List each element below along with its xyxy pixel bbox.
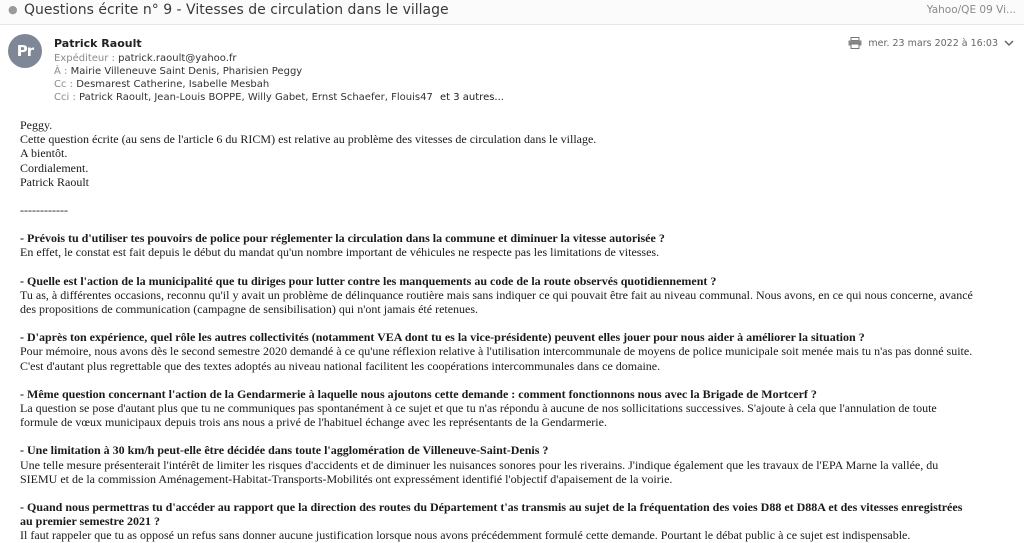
avatar: Pr [8,34,42,68]
cc-label: Cc : [54,79,74,90]
answer-1-line-1: En effet, le constat est fait depuis le début du mandat qu'un nombre important de véhicules ne respecte pas les limitations de vitesses. [20,245,660,260]
more-recipients-link[interactable]: et 3 autres... [440,92,504,103]
cci-recipients[interactable]: Patrick Raoult, Jean-Louis BOPPE, Willy Gabet, Ernst Schaefer, Flouis47 [79,92,433,103]
from-email[interactable]: patrick.raoult@yahoo.fr [118,53,237,64]
question-6: - Quand nous permettras tu d'accéder au rapport que la direction des routes du Département t'as transmis au sujet de la fréquentation des voies D88 et D88A et des vitesses enregistrées [20,500,963,515]
question-5: - Une limitation à 30 km/h peut-elle être décidée dans toute l'agglomération de Villeneuve-Saint-Denis ? [20,443,549,458]
answer-3-line-2: C'est d'autant plus regrettable que des textes adoptés au niveau national facilitent les coopérations intercommunales dans ce domaine. [20,358,661,373]
answer-4-line-2: formule de vœux municipaux depuis trois ans nous a privé de l'habituel échange avec les représentants de la Gendarmerie. [20,415,607,430]
signature: Patrick Raoult [20,174,89,189]
cc-recipients[interactable]: Desmarest Catherine, Isabelle Mesbah [76,79,270,90]
question-1: - Prévois tu d'utiliser tes pouvoirs de police pour réglementer la circulation dans la commune et diminuer la vitesse autorisée ? [20,231,665,246]
answer-5-line-1: Une telle mesure présenterait l'intérêt de limiter les risques d'accidents et de diminuer les nuisances sonores pour les riverains. J'indique également que les travaux de l'EPA Marne la vallée, du [20,457,939,472]
message-body [20,118,1020,543]
from-line [54,53,237,64]
answer-6-line-1: Il faut rappeler que tu as opposé un refus sans donner aucune justification lorsque nous avons précédemment formulé cette demande. Pourtant le débat public à ce sujet est indispensable. [20,528,911,543]
answer-3-line-1: Pour mémoire, nous avons dès le second semestre 2020 demandé à ce qu'une réflexion relative à l'utilisation intercommunale de moyens de police municipale soit menée mais tu n'as pas donné suite. [20,344,973,359]
message-subject: Questions écrite n° 9 - Vitesses de circulation dans le village [24,2,449,18]
answer-5-line-2: SIEMU et de la commission Aménagement-Habitat-Transports-Mobilités ont expressément identifié l'objectif d'apaisement de la voirie. [20,471,673,486]
expand-icon[interactable] [1004,38,1014,48]
message-header-bar [0,0,1024,25]
closing-1: A bientôt. [20,146,68,161]
greeting: Peggy. [20,118,53,132]
cci-label: Cci : [54,92,76,103]
sender-name[interactable]: Patrick Raoult [54,37,142,50]
print-icon[interactable] [848,37,862,49]
to-recipients[interactable]: Mairie Villeneuve Saint Denis, Pharisien Peggy [70,66,303,77]
message-date: mer. 23 mars 2022 à 16:03 [868,37,998,49]
question-6-cont: au premier semestre 2021 ? [20,514,160,529]
folder-label[interactable]: Yahoo/QE 09 Vi... [926,4,1016,16]
question-4: - Même question concernant l'action de la Gendarmerie à laquelle nous ajoutons cette demande : comment fonctionnons nous avec la Brigade de Mortcerf ? [20,386,817,401]
question-3: - D'après ton expérience, quel rôle les autres collectivités (notamment VEA dont tu es la vice-présidente) peuvent elles jouer pour nous aider à améliorer la situation ? [20,330,865,345]
unread-dot-icon: ● [8,3,18,16]
answer-4-line-1: La question se pose d'autant plus que tu ne communiques pas spontanément à ce sujet et que tu n'as répondu à aucune de nos sollicitations successives. S'ajoute à cela que l'annulation de toute [20,401,937,416]
closing-2: Cordialement. [20,160,89,175]
answer-2-line-1: Tu as, à différentes occasions, reconnu qu'il y avait un problème de délinquance routière mais sans indiquer ce qui pouvait être fait au niveau communal. Nous avons, en ce qui nous concerne, avancé [20,287,973,302]
separator: ------------ [20,203,68,218]
question-2: - Quelle est l'action de la municipalité que tu diriges pour lutter contre les manquements au code de la route observés quotidiennement ? [20,273,717,288]
to-line [54,66,302,77]
intro-text: Cette question écrite (au sens de l'article 6 du RICM) est relative au problème des vitesses de circulation dans le village. [20,132,597,147]
answer-2-line-2: des propositions de communication (campagne de sensibilisation) qui n'ont jamais été retenues. [20,302,479,317]
to-label: À : [54,66,68,77]
message-meta [848,37,1014,49]
cc-line [54,79,269,90]
from-label: Expéditeur : [54,53,115,64]
cci-line [54,92,504,103]
